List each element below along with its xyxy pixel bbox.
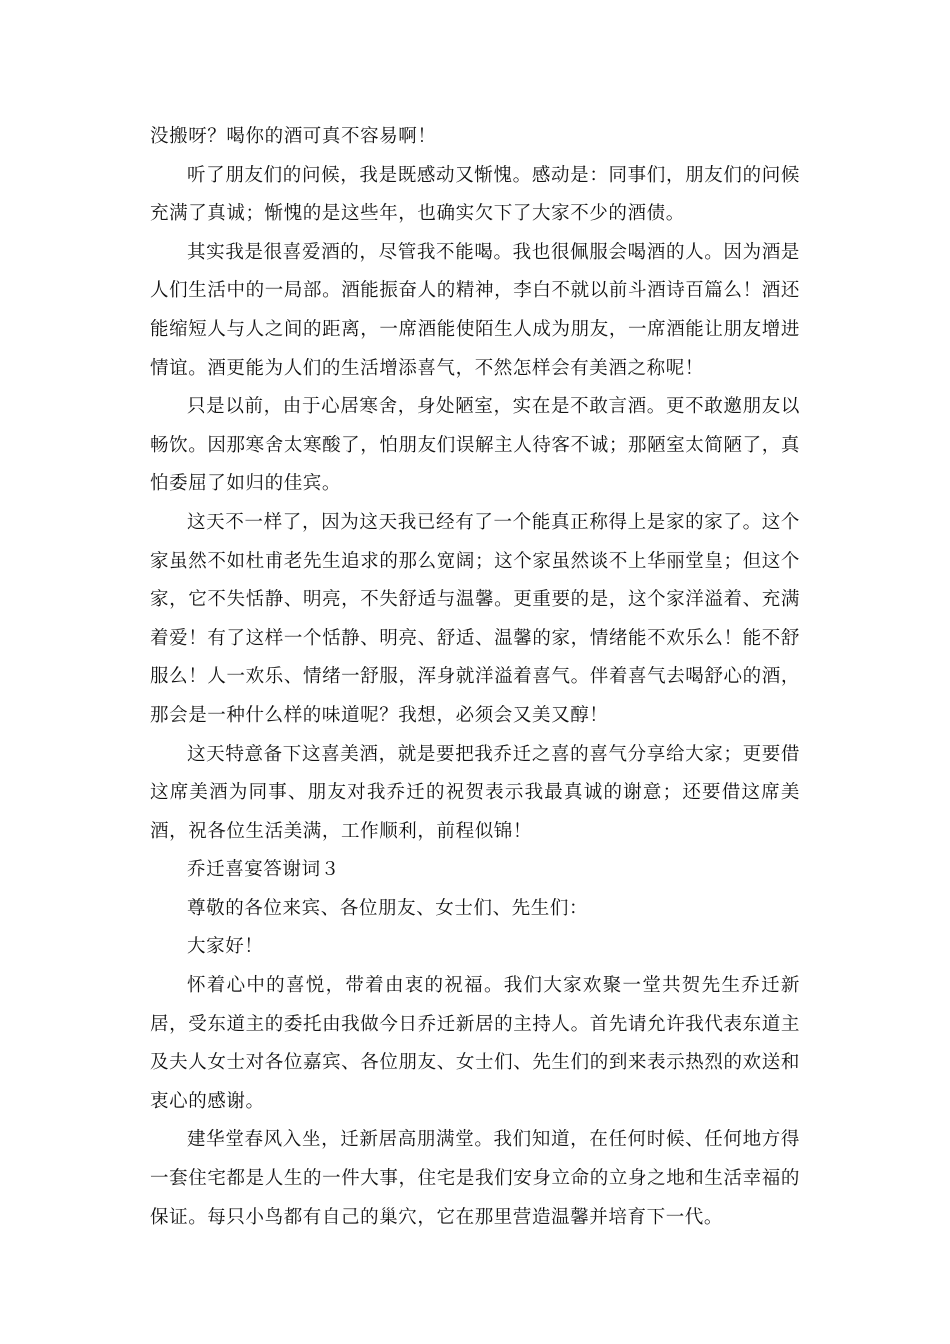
paragraph: 只是以前，由于心居寒舍，身处陋室，实在是不敢言酒。更不敢邀朋友以畅饮。因那寒舍太寒酸了，怕朋友们误解主人待客不诚；那陋室太简陋了，真怕委屈了如归的佳宾。 xyxy=(150,396,800,495)
paragraph: 怀着心中的喜悦，带着由衷的祝福。我们大家欢聚一堂共贺先生乔迁新居，受东道主的委托由我做今日乔迁新居的主持人。首先请允许我代表东道主及夫人女士对各位嘉宾、各位朋友、女士们、先生们的到来表示热烈的欢送和衷心的感谢。 xyxy=(150,975,800,1112)
document-body xyxy=(150,118,800,1237)
salutation: 尊敬的各位来宾、各位朋友、女士们、先生们： xyxy=(187,897,589,919)
paragraph: 这天特意备下这喜美酒，就是要把我乔迁之喜的喜气分享给大家；更要借这席美酒为同事、朋友对我乔迁的祝贺表示我最真诚的谢意；还要借这席美酒，祝各位生活美满，工作顺利，前程似锦！ xyxy=(150,743,800,842)
greeting: 大家好！ xyxy=(187,936,264,958)
paragraph: 建华堂春风入坐，迁新居高朋满堂。我们知道，在任何时候、任何地方得一套住宅都是人生的一件大事，住宅是我们安身立命的立身之地和生活幸福的保证。每只小鸟都有自己的巢穴，它在那里营造温馨并培育下一代。 xyxy=(150,1129,800,1228)
paragraph: 听了朋友们的问候，我是既感动又惭愧。感动是：同事们，朋友们的问候充满了真诚；惭愧的是这些年，也确实欠下了大家不少的酒债。 xyxy=(150,164,800,225)
section-heading: 乔迁喜宴答谢词３ xyxy=(187,859,340,881)
paragraph: 其实我是很喜爱酒的，尽管我不能喝。我也很佩服会喝酒的人。因为酒是人们生活中的一局部。酒能振奋人的精神，李白不就以前斗酒诗百篇么！酒还能缩短人与人之间的距离，一席酒能使陌生人成为朋友，一席酒能让朋友增进情谊。酒更能为人们的生活增添喜气，不然怎样会有美酒之称呢！ xyxy=(150,241,800,379)
paragraph-continuation: 没搬呀？喝你的酒可真不容易啊！ xyxy=(150,126,437,147)
paragraph: 这天不一样了，因为这天我已经有了一个能真正称得上是家的家了。这个家虽然不如杜甫老先生追求的那么宽阔；这个家虽然谈不上华丽堂皇；但这个家，它不失恬静、明亮，不失舒适与温馨。更重要的是，这个家洋溢着、充满着爱！有了这样一个恬静、明亮、舒适、温馨的家，情绪能不欢乐么！能不舒服么！人一欢乐、情绪一舒服，浑身就洋溢着喜气。伴着喜气去喝舒心的酒，那会是一种什么样的味道呢？我想，必须会又美又醇！ xyxy=(150,511,800,726)
